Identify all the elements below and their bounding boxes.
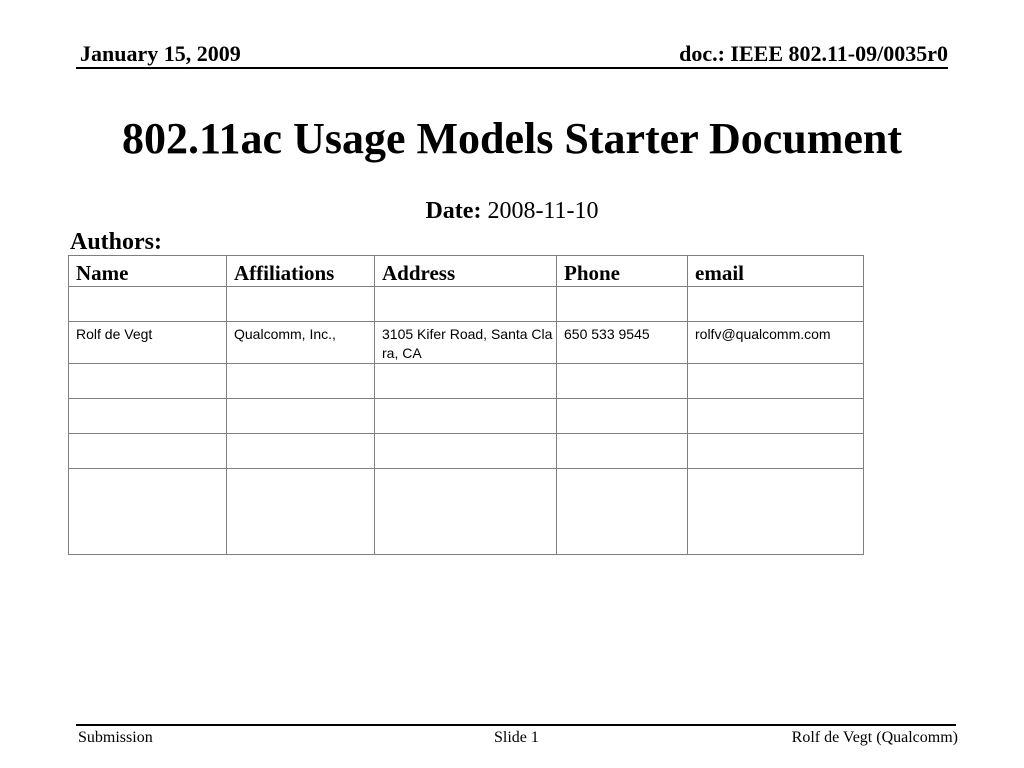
table-header-row	[69, 256, 864, 287]
cell-email	[688, 434, 864, 469]
slide-date	[0, 196, 1024, 226]
header-date: January 15, 2009	[80, 41, 241, 66]
cell-phone	[557, 469, 688, 555]
cell-email	[688, 469, 864, 555]
header-name: Name	[69, 256, 227, 287]
cell-address	[375, 399, 557, 434]
footer-submission: Submission	[78, 729, 153, 746]
cell-name: Rolf de Vegt	[69, 322, 227, 364]
cell-email: rolfv@qualcomm.com	[688, 322, 864, 364]
table-row	[69, 322, 864, 364]
authors-table	[68, 255, 864, 555]
cell-affiliation	[227, 469, 375, 555]
table-row	[69, 364, 864, 399]
cell-name	[69, 364, 227, 399]
header-affiliations: Affiliations	[227, 256, 375, 287]
cell-name	[69, 399, 227, 434]
cell-affiliation	[227, 399, 375, 434]
cell-name	[69, 469, 227, 555]
cell-address	[375, 434, 557, 469]
header-phone: Phone	[557, 256, 688, 287]
cell-address: 3105 Kifer Road, Santa Clara, CA	[375, 322, 557, 364]
cell-phone: 650 533 9545	[557, 322, 688, 364]
table-row	[69, 469, 864, 555]
cell-email	[688, 364, 864, 399]
table-row	[69, 434, 864, 469]
header-divider	[76, 67, 948, 69]
cell-phone	[557, 399, 688, 434]
table-row	[69, 399, 864, 434]
date-label: Date:	[425, 198, 482, 224]
cell-address	[375, 469, 557, 555]
cell-address	[375, 287, 557, 322]
cell-affiliation	[227, 364, 375, 399]
footer-slide-number: Slide 1	[494, 729, 539, 746]
cell-phone	[557, 287, 688, 322]
cell-email	[688, 287, 864, 322]
footer-author: Rolf de Vegt (Qualcomm)	[791, 729, 958, 746]
cell-name	[69, 434, 227, 469]
authors-heading: Authors:	[70, 229, 163, 255]
cell-name	[69, 287, 227, 322]
cell-email	[688, 399, 864, 434]
cell-affiliation	[227, 434, 375, 469]
header-address: Address	[375, 256, 557, 287]
cell-phone	[557, 364, 688, 399]
footer-divider	[76, 724, 956, 726]
cell-affiliation	[227, 287, 375, 322]
cell-phone	[557, 434, 688, 469]
cell-affiliation: Qualcomm, Inc.,	[227, 322, 375, 364]
cell-address	[375, 364, 557, 399]
table-row	[69, 287, 864, 322]
slide-title: 802.11ac Usage Models Starter Document	[121, 114, 903, 163]
header-doc-id: doc.: IEEE 802.11-09/0035r0	[679, 41, 948, 66]
date-value: 2008-11-10	[487, 198, 599, 224]
header-email: email	[688, 256, 864, 287]
